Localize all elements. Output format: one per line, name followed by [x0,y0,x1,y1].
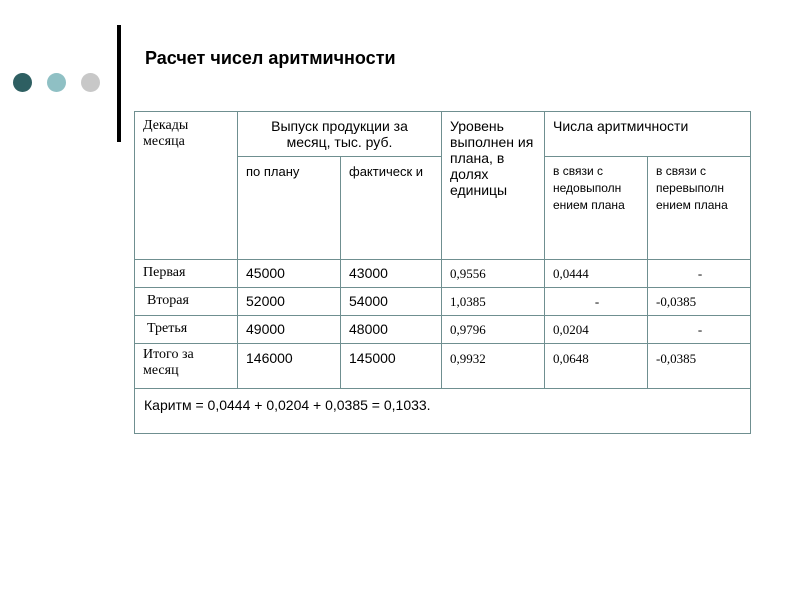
cell-plan: 49000 [238,316,341,344]
header-over: в связи с перевыполн ением плана [648,157,751,260]
cell-under: 0,0444 [545,260,648,288]
header-output: Выпуск продукции за месяц, тыс. руб. [238,112,442,157]
cell-plan: 146000 [238,344,341,389]
cell-level: 1,0385 [442,288,545,316]
header-decades: Декады месяца [135,112,238,260]
cell-under: 0,0204 [545,316,648,344]
header-arrhythmia: Числа аритмичности [545,112,751,157]
cell-over: - [648,260,751,288]
cell-over: -0,0385 [648,288,751,316]
cell-under: - [545,288,648,316]
cell-plan: 45000 [238,260,341,288]
table-row [135,260,751,288]
cell-decade: Первая [135,260,238,288]
formula-row [135,389,751,434]
formula-text: Каритм = 0,0444 + 0,0204 + 0,0385 = 0,1033. [135,389,751,434]
cell-level: 0,9796 [442,316,545,344]
cell-under: 0,0648 [545,344,648,389]
table-row-total [135,344,751,389]
cell-actual: 43000 [341,260,442,288]
cell-actual: 145000 [341,344,442,389]
slide-title: Расчет чисел аритмичности [145,48,396,68]
header-level: Уровень выполнен ия плана, в долях единицы [442,112,545,260]
cell-decade: Вторая [135,288,238,316]
header-actual: фактическ и [341,157,442,260]
cell-decade: Третья [135,316,238,344]
table-row [135,316,751,344]
table-row [135,288,751,316]
cell-actual: 48000 [341,316,442,344]
cell-plan: 52000 [238,288,341,316]
bullet-dot-teal [47,73,66,92]
cell-over: -0,0385 [648,344,751,389]
vertical-divider [117,25,121,142]
bullet-dot-gray [81,73,100,92]
header-row-1 [135,112,751,157]
header-under: в связи с недовыполн ением плана [545,157,648,260]
cell-over: - [648,316,751,344]
arrhythmia-table [134,111,751,434]
cell-decade: Итого за месяц [135,344,238,389]
cell-level: 0,9932 [442,344,545,389]
header-plan: по плану [238,157,341,260]
cell-actual: 54000 [341,288,442,316]
bullet-dot-dark [13,73,32,92]
cell-level: 0,9556 [442,260,545,288]
